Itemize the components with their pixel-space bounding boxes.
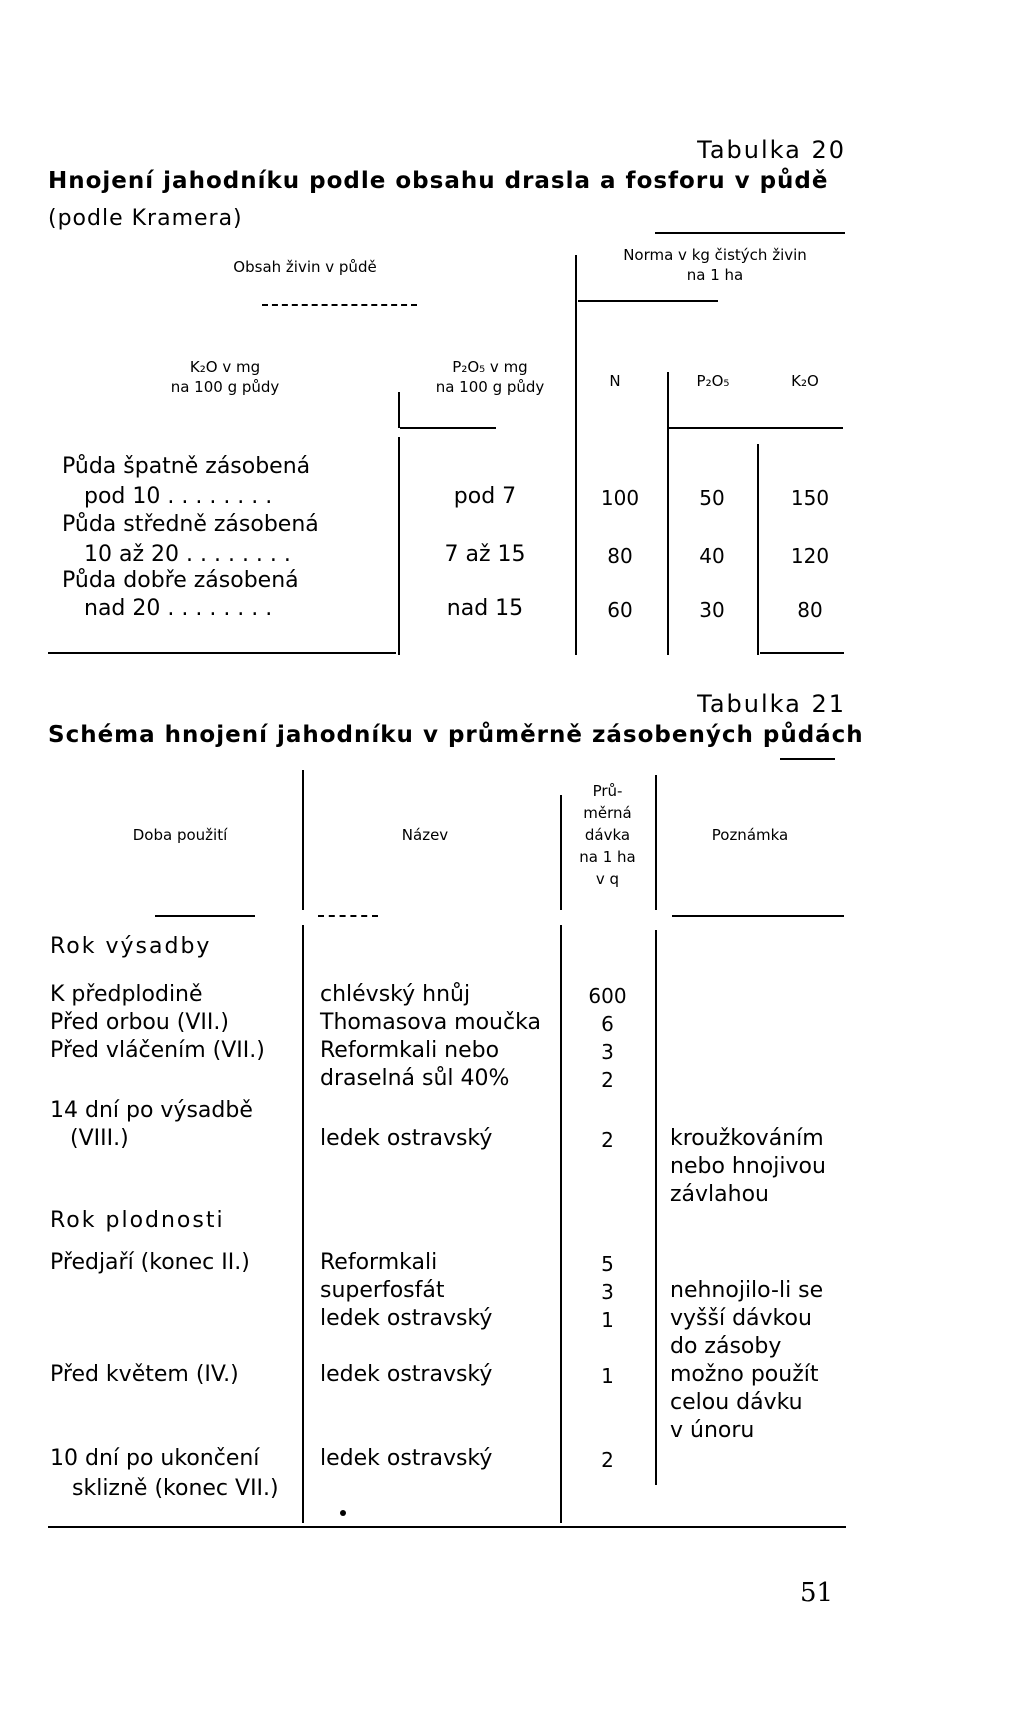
p2o5-value: 50 [699, 486, 725, 510]
header-davka: v q [595, 870, 620, 888]
davka-cell: 3 [601, 1040, 614, 1064]
davka-cell: 6 [601, 1012, 614, 1036]
header-p2o5-soil-line2: na 100 g půdy [435, 378, 545, 396]
k2o-value: 80 [797, 598, 823, 622]
doba-cell: (VIII.) [70, 1126, 129, 1151]
note-cell: v únoru [670, 1418, 755, 1443]
doba-cell: Před orbou (VII.) [50, 1010, 229, 1035]
note-cell: kroužkováním [670, 1126, 824, 1151]
k2o-range: 10 až 20 . . . . . . . . [84, 542, 291, 567]
header-davka: Prů- [592, 782, 623, 800]
header-p2o5-soil: P₂O₅ v mg [452, 358, 528, 376]
header-k2o: K₂O [791, 372, 819, 390]
dot-mark [340, 1510, 346, 1516]
section-rok-plodnosti: Rok plodnosti [50, 1208, 225, 1233]
note-cell: možno použít [670, 1362, 819, 1387]
soil-category: Půda středně zásobená [62, 512, 319, 537]
nazev-cell: Thomasova moučka [320, 1010, 541, 1035]
k2o-range: nad 20 . . . . . . . . [84, 596, 273, 621]
header-davka: dávka [584, 826, 631, 844]
nazev-cell: ledek ostravský [320, 1362, 493, 1387]
doba-cell: Před vláčením (VII.) [50, 1038, 265, 1063]
note-cell: závlahou [670, 1182, 769, 1207]
table20-label: Tabulka 20 [697, 136, 846, 164]
nazev-cell: Reformkali [320, 1250, 438, 1275]
note-cell: nebo hnojivou [670, 1154, 826, 1179]
nazev-cell: ledek ostravský [320, 1306, 493, 1331]
note-cell: nehnojilo-li se [670, 1278, 824, 1303]
soil-category: Půda dobře zásobená [62, 568, 299, 593]
davka-cell: 2 [601, 1448, 614, 1472]
note-cell: celou dávku [670, 1390, 803, 1415]
nazev-cell: ledek ostravský [320, 1126, 493, 1151]
p2o5-range: nad 15 [446, 596, 524, 621]
header-k2o-soil: K₂O v mg [189, 358, 261, 376]
header-nazev: Název [401, 826, 449, 844]
header-poznamka: Poznámka [711, 826, 789, 844]
doba-cell: 10 dní po ukončení [50, 1446, 260, 1471]
header-n: N [609, 372, 621, 390]
p2o5-value: 40 [699, 544, 725, 568]
header-norm: Norma v kg čistých živin [623, 246, 807, 264]
doba-cell: 14 dní po výsadbě [50, 1098, 253, 1123]
header-doba: Doba použití [132, 826, 228, 844]
table21-label: Tabulka 21 [697, 690, 846, 718]
nazev-cell: chlévský hnůj [320, 982, 471, 1007]
note-cell: do zásoby [670, 1334, 782, 1359]
n-value: 60 [607, 598, 633, 622]
n-value: 80 [607, 544, 633, 568]
header-davka: měrná [583, 804, 632, 822]
table20-subtitle: (podle Kramera) [48, 206, 243, 231]
k2o-value: 150 [790, 486, 830, 510]
nazev-cell: Reformkali nebo [320, 1038, 500, 1063]
doba-cell: Před květem (IV.) [50, 1362, 239, 1387]
doba-cell: Předjaří (konec II.) [50, 1250, 250, 1275]
table21-title: Schéma hnojení jahodníku v průměrně zásobených půdách [48, 722, 864, 748]
davka-cell: 5 [601, 1252, 614, 1276]
p2o5-range: 7 až 15 [444, 542, 526, 567]
header-norm-line2: na 1 ha [686, 266, 744, 284]
header-k2o-soil-line2: na 100 g půdy [170, 378, 280, 396]
header-soil-content: Obsah živin v půdě [233, 258, 377, 276]
doba-cell: K předplodině [50, 982, 203, 1007]
davka-cell: 2 [601, 1128, 614, 1152]
note-cell: vyšší dávkou [670, 1306, 812, 1331]
p2o5-range: pod 7 [453, 484, 517, 509]
header-davka: na 1 ha [579, 848, 636, 866]
section-rok-vysadby: Rok výsadby [50, 934, 212, 959]
n-value: 100 [600, 486, 640, 510]
nazev-cell: ledek ostravský [320, 1446, 493, 1471]
davka-cell: 3 [601, 1280, 614, 1304]
davka-cell: 1 [601, 1308, 614, 1332]
page-number: 51 [800, 1578, 834, 1608]
header-p2o5: P₂O₅ [696, 372, 730, 390]
nazev-cell: superfosfát [320, 1278, 445, 1303]
davka-cell: 2 [601, 1068, 614, 1092]
table20-title: Hnojení jahodníku podle obsahu drasla a fosforu v půdě [48, 168, 829, 194]
doba-cell: sklizně (konec VII.) [72, 1476, 279, 1501]
k2o-value: 120 [790, 544, 830, 568]
soil-category: Půda špatně zásobená [62, 454, 311, 479]
k2o-range: pod 10 . . . . . . . . [84, 484, 273, 509]
davka-cell: 600 [588, 984, 627, 1008]
p2o5-value: 30 [699, 598, 725, 622]
davka-cell: 1 [601, 1364, 614, 1388]
nazev-cell: draselná sůl 40% [320, 1066, 510, 1091]
